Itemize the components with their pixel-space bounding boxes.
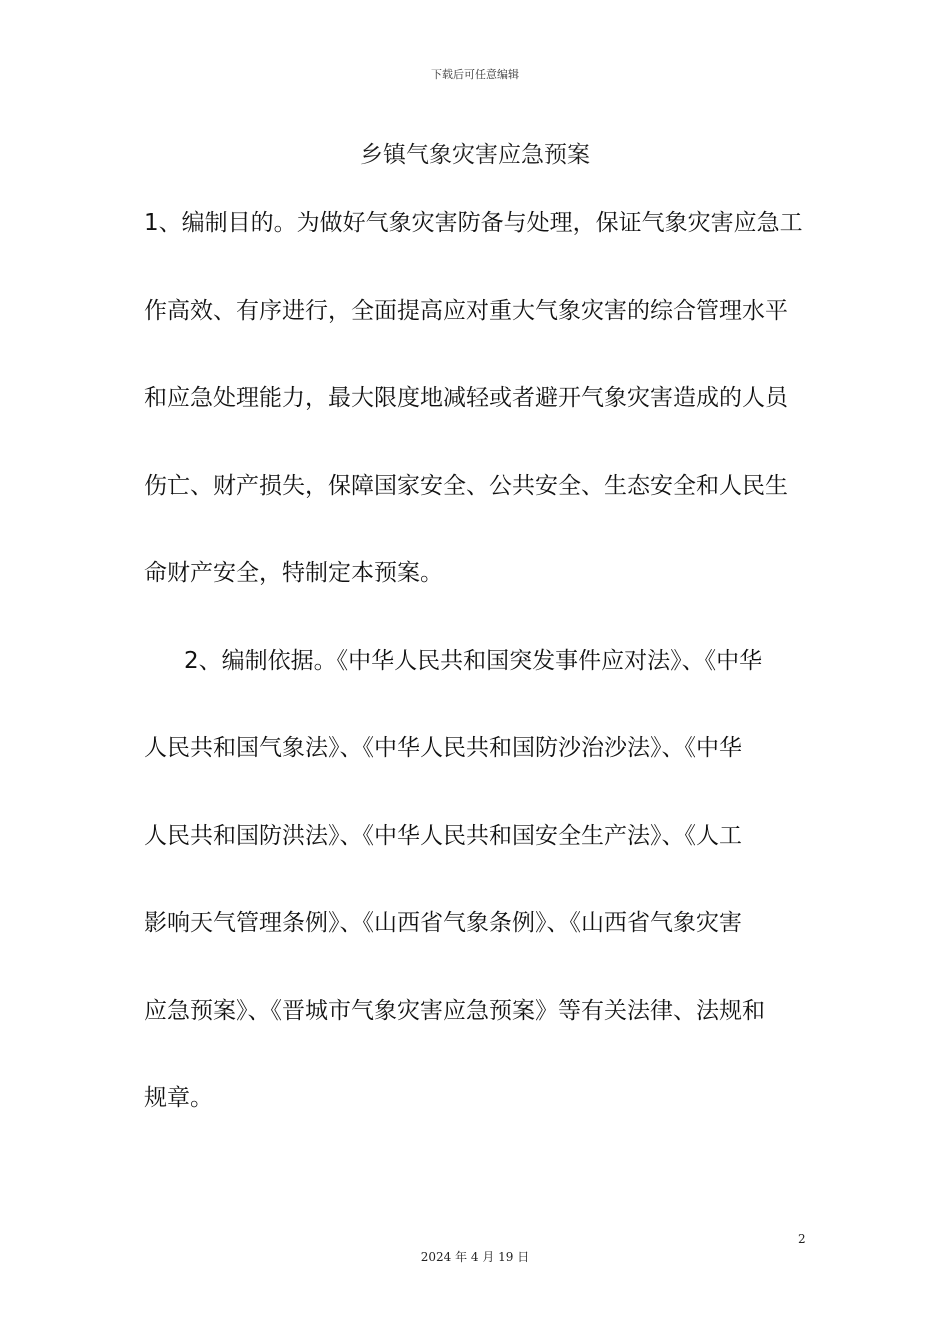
page-number: 2 — [798, 1232, 806, 1246]
page-footer-date: 2024 年 4 月 19 日 — [420, 1250, 530, 1264]
text-line: 规章。 — [144, 1085, 213, 1111]
text-line: 1、编制目的。为做好气象灾害防备与处理，保证气象灾害应急工 — [144, 210, 803, 236]
text-line: 2、编制依据。《中华人民共和国突发事件应对法》、《中华 — [184, 647, 763, 674]
text-line: 作高效、有序进行，全面提高应对重大气象灾害的综合管理水平 — [144, 297, 788, 324]
text-line: 命财产安全，特制定本预案。 — [144, 560, 443, 586]
page-header: 下载后可任意编辑 — [431, 68, 519, 81]
document-title: 乡镇气象灾害应急预案 — [360, 142, 590, 168]
text-line: 人民共和国气象法》、《中华人民共和国防沙治沙法》、《中华 — [144, 735, 742, 761]
text-line: 和应急处理能力，最大限度地减轻或者避开气象灾害造成的人员 — [144, 385, 788, 411]
text-line: 影响天气管理条例》、《山西省气象条例》、《山西省气象灾害 — [144, 910, 742, 936]
document-body — [144, 180, 804, 1143]
paragraph-basis — [144, 618, 804, 1143]
text-line: 人民共和国防洪法》、《中华人民共和国安全生产法》、《人工 — [144, 822, 742, 849]
paragraph-purpose — [144, 180, 804, 618]
text-line: 应急预案》、《晋城市气象灾害应急预案》等有关法律、法规和 — [144, 997, 765, 1024]
text-line: 伤亡、财产损失，保障国家安全、公共安全、生态安全和人民生 — [144, 472, 788, 499]
